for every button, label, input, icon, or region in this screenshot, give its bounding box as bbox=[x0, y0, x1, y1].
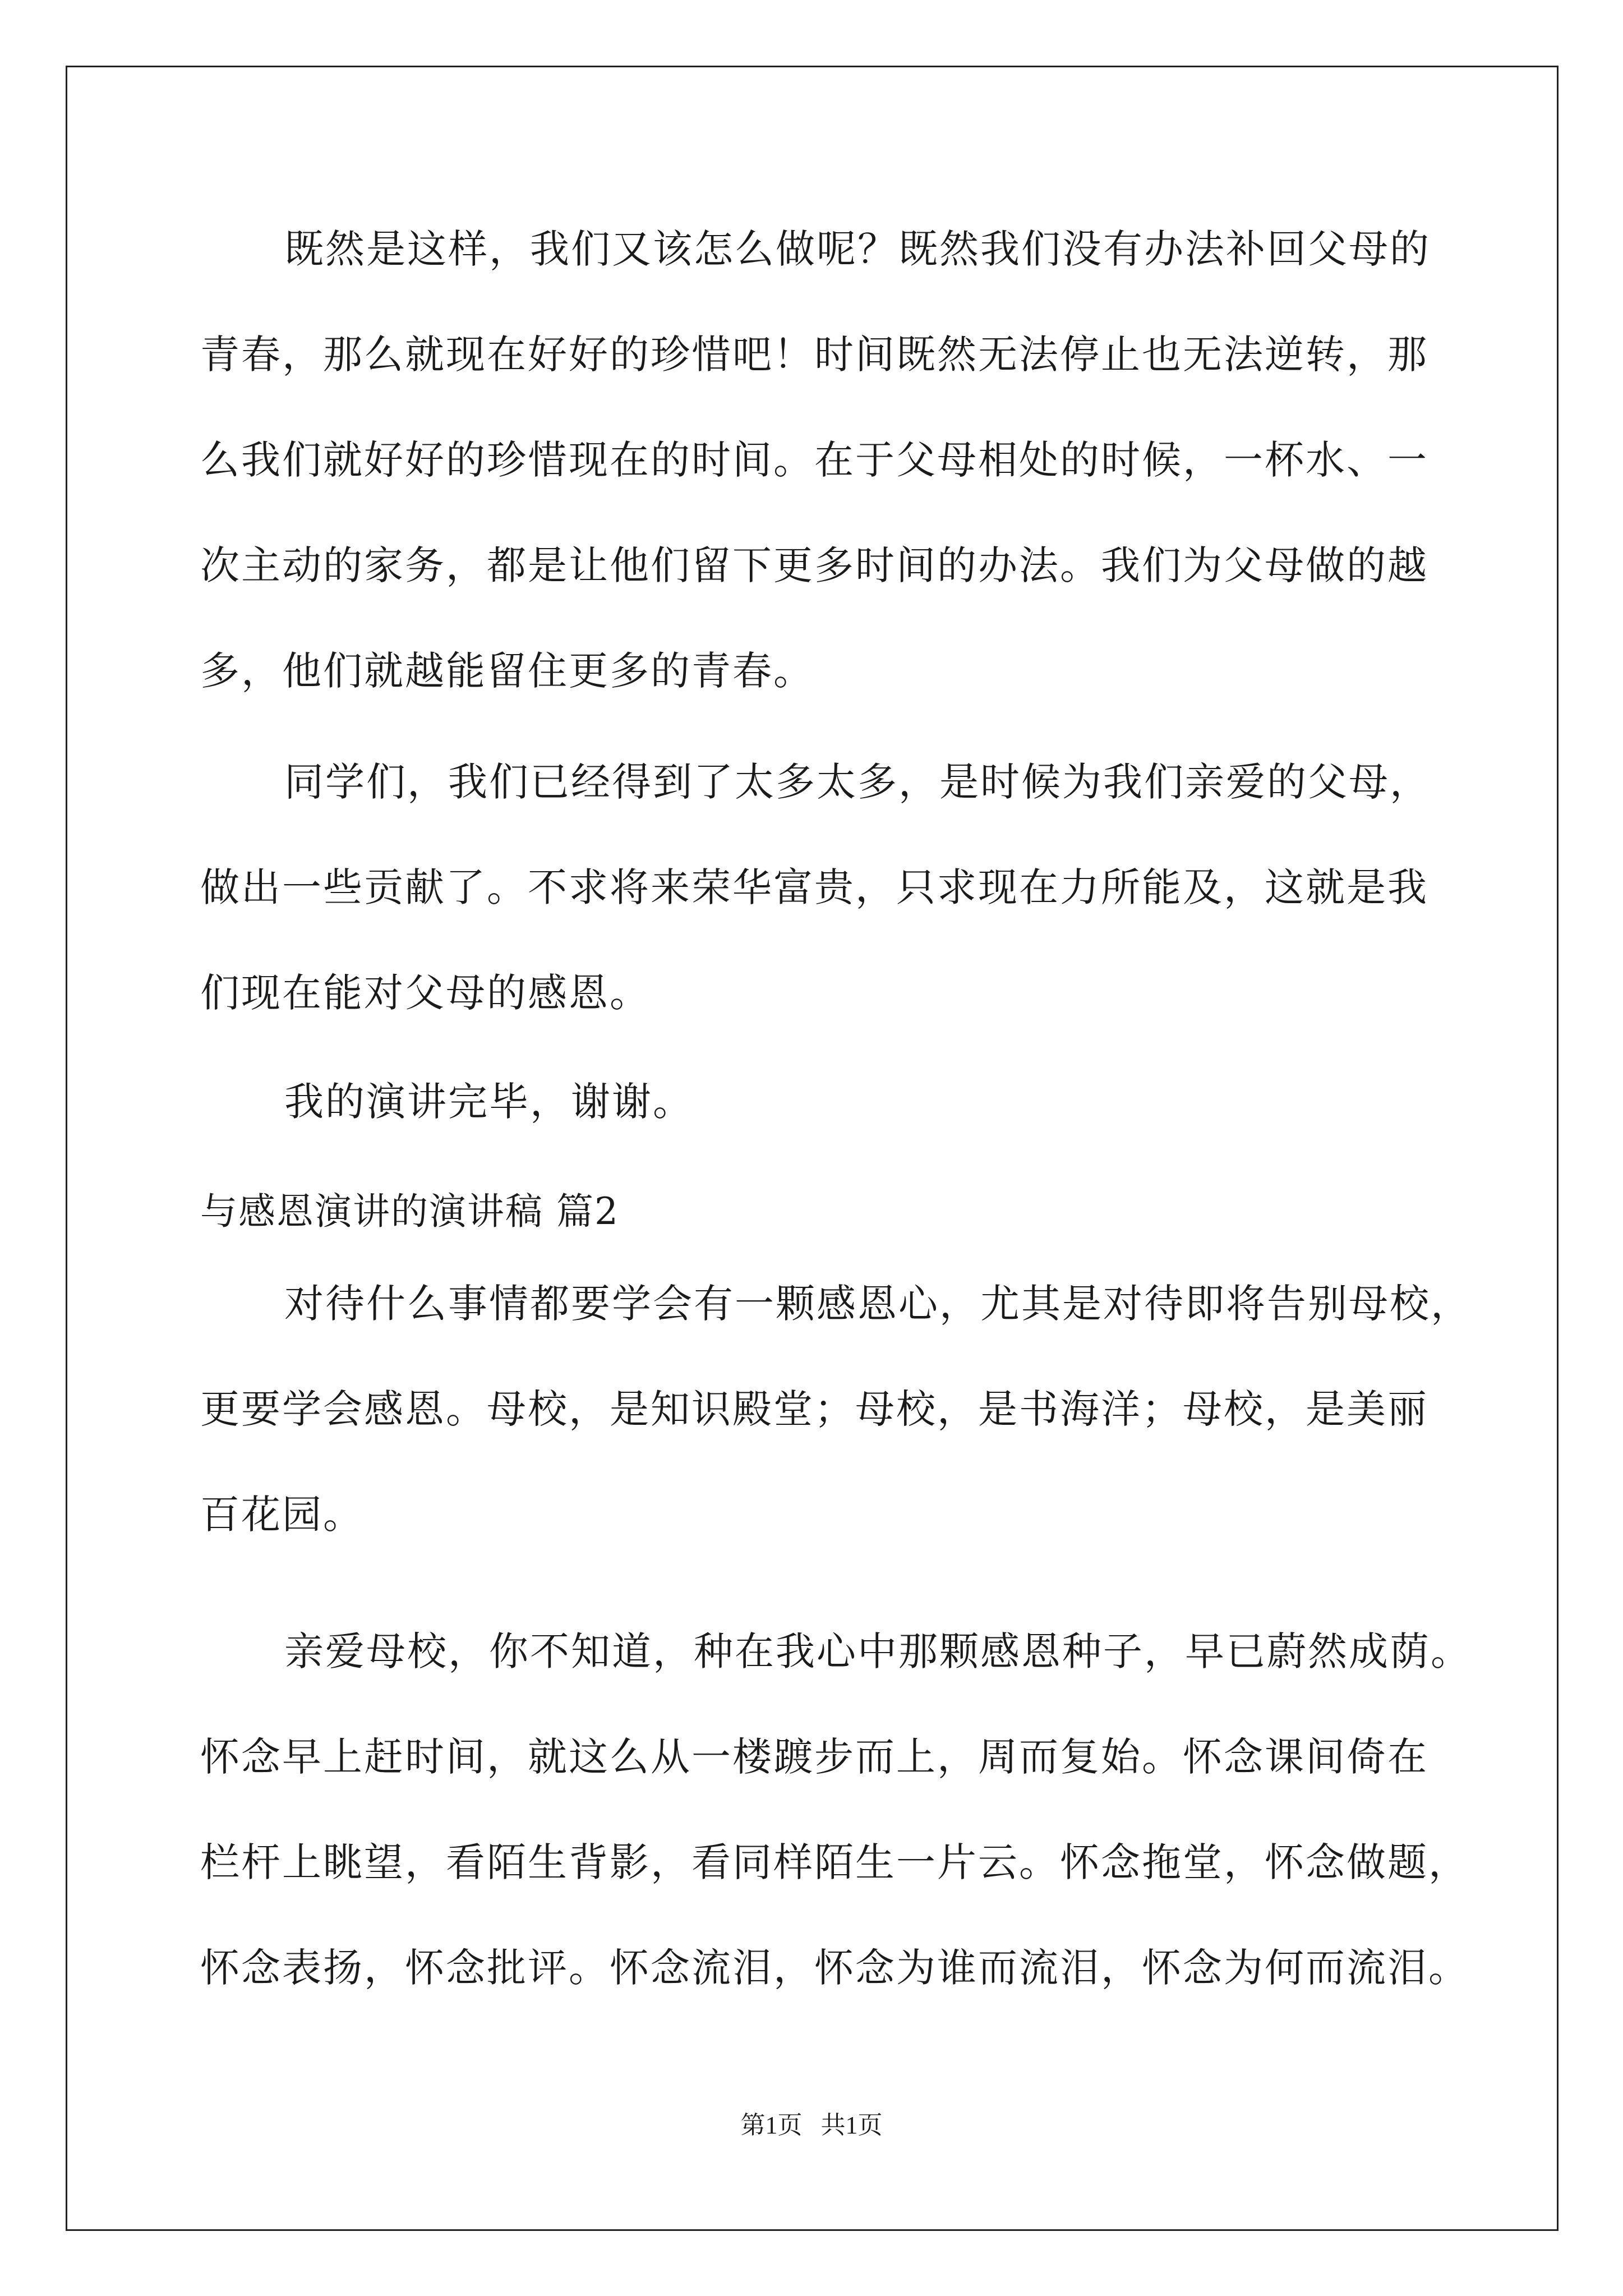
paragraph bbox=[200, 1599, 1472, 2021]
text-line: 么我们就好好的珍惜现在的时间。在于父母相处的时候，一杯水、一 bbox=[200, 437, 1428, 483]
text-line: 怀念表扬，怀念批评。怀念流泪，怀念为谁而流泪，怀念为何而流泪。 bbox=[200, 1945, 1469, 1991]
paragraph bbox=[200, 1049, 1434, 1154]
section-heading: 与感恩演讲的演讲稿 篇2 bbox=[200, 1190, 619, 1233]
paragraph bbox=[200, 196, 1434, 724]
text-line: 青春，那么就现在好好的珍惜吧！时间既然无法停止也无法逆转，那 bbox=[200, 332, 1428, 378]
text-line: 们现在能对父母的感恩。 bbox=[200, 970, 651, 1016]
text-line: 同学们，我们已经得到了太多太多，是时候为我们亲爱的父母， bbox=[284, 759, 1431, 805]
text-line: 对待什么事情都要学会有一颗感恩心，尤其是对待即将告别母校， bbox=[284, 1281, 1472, 1327]
text-line: 栏杆上眺望，看陌生背影，看同样陌生一片云。怀念拖堂，怀念做题， bbox=[200, 1839, 1469, 1885]
text-line: 我的演讲完毕，谢谢。 bbox=[284, 1079, 694, 1125]
text-line: 亲爱母校，你不知道，种在我心中那颗感恩种子，早已蔚然成荫。 bbox=[284, 1628, 1472, 1674]
text-line: 更要学会感恩。母校，是知识殿堂；母校，是书海洋；母校，是美丽 bbox=[200, 1386, 1428, 1432]
text-line: 既然是这样，我们又该怎么做呢？既然我们没有办法补回父母的 bbox=[284, 226, 1431, 272]
text-line: 多，他们就越能留住更多的青春。 bbox=[200, 648, 814, 694]
text-line: 百花园。 bbox=[200, 1492, 364, 1538]
paragraph bbox=[200, 1251, 1472, 1567]
text-line: 次主动的家务，都是让他们留下更多时间的办法。我们为父母做的越 bbox=[200, 542, 1428, 588]
page-footer: 第1页 共1页 bbox=[740, 2111, 883, 2139]
text-line: 怀念早上赶时间，就这么从一楼踱步而上，周而复始。怀念课间倚在 bbox=[200, 1734, 1428, 1780]
text-line: 做出一些贡献了。不求将来荣华富贵，只求现在力所能及，这就是我 bbox=[200, 864, 1428, 910]
paragraph bbox=[200, 729, 1434, 1046]
